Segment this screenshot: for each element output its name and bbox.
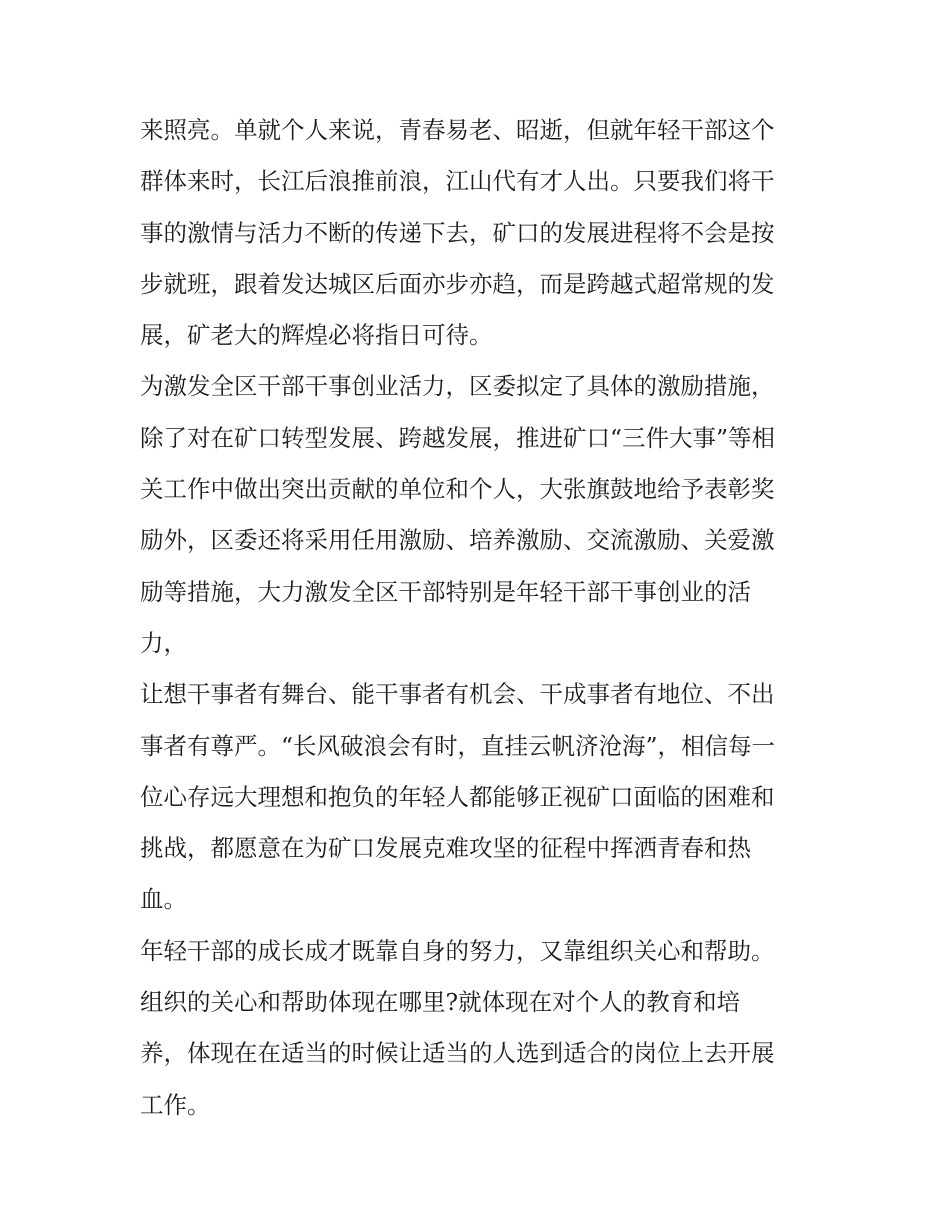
text-line: 血。: [140, 885, 187, 914]
text-line: 除了对在矿口转型发展、跨越发展，推进矿口“三件大事”等相: [140, 423, 776, 452]
text-line: 励外，区委还将采用任用激励、培养激励、交流激励、关爱激: [140, 526, 775, 555]
text-line: 步就班，跟着发达城区后面亦步亦趋，而是跨越式超常规的发: [140, 269, 775, 298]
text-line: 组织的关心和帮助体现在哪里?就体现在对个人的教育和培: [140, 988, 741, 1017]
text-line: 工作。: [140, 1090, 211, 1119]
text-line: 来照亮。单就个人来说，青春易老、昭逝，但就年轻干部这个: [140, 116, 775, 144]
text-line: 力，: [140, 628, 187, 657]
text-line: 展，矿老大的辉煌必将指日可待。: [140, 321, 493, 350]
text-line: 群体来时，长江后浪推前浪，江山代有才人出。只要我们将干: [140, 167, 775, 196]
text-line: 励等措施，大力激发全区干部特别是年轻干部干事创业的活: [140, 577, 751, 606]
text-line: 让想干事者有舞台、能干事者有机会、干成事者有地位、不出: [140, 680, 775, 709]
text-line: 挑战，都愿意在为矿口发展克难攻坚的征程中挥洒青春和热: [140, 834, 751, 863]
text-line: 事者有尊严。“长风破浪会有时，直挂云帆济沧海”，相信每一: [140, 731, 776, 760]
text-line: 年轻干部的成长成才既靠自身的努力，又靠组织关心和帮助。: [140, 936, 775, 965]
text-line: 位心存远大理想和抱负的年轻人都能够正视矿口面临的困难和: [140, 782, 775, 811]
text-line: 事的激情与活力不断的传递下去，矿口的发展进程将不会是按: [140, 218, 775, 247]
text-line: 为激发全区干部干事创业活力，区委拟定了具体的激励措施，: [140, 372, 775, 401]
text-line: 关工作中做出突出贡献的单位和个人，大张旗鼓地给予表彰奖: [140, 475, 775, 504]
body-text: [140, 105, 820, 1131]
text-line: 养，体现在在适当的时候让适当的人选到适合的岗位上去开展: [140, 1039, 775, 1068]
